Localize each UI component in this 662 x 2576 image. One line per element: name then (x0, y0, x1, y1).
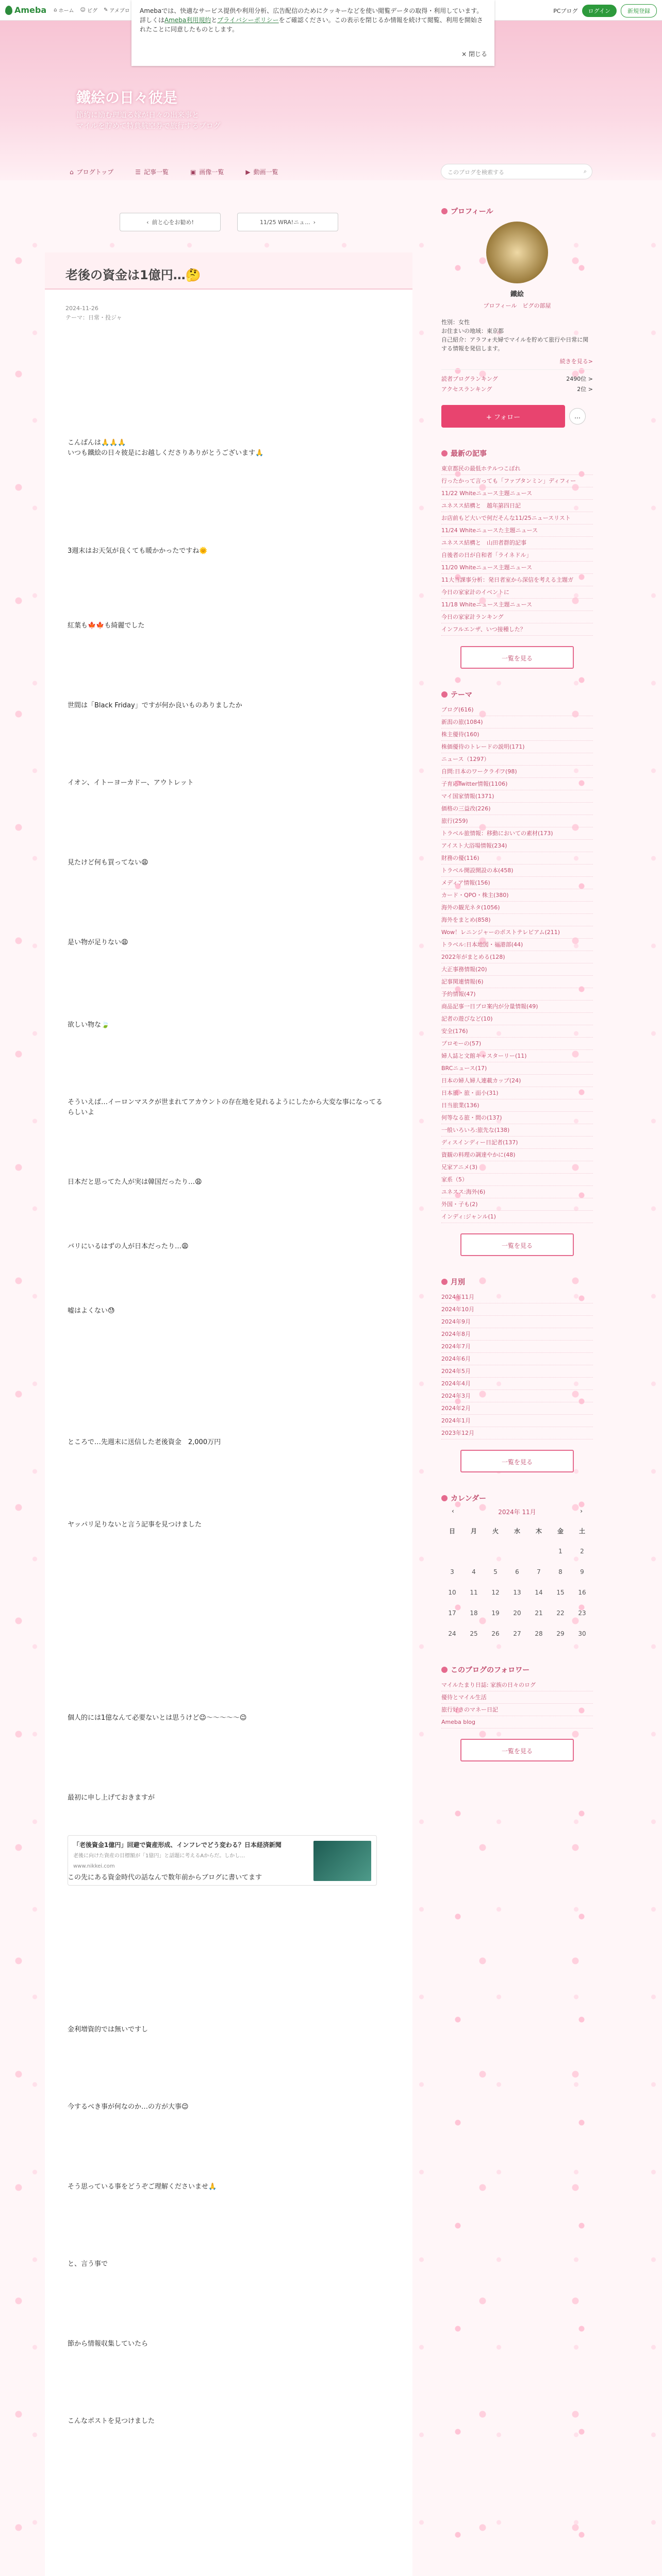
follow-row (441, 405, 593, 428)
calendar-day[interactable]: 29 (556, 1630, 565, 1637)
calendar-day[interactable]: 4 (472, 1568, 476, 1575)
archive-link[interactable]: 2024年9月 (441, 1316, 593, 1328)
article-paragraph: 最初に申し上げておきますが (68, 1794, 155, 1802)
calendar-weekday: 月 (470, 1527, 477, 1535)
blog-description: 節約に励む理道る嫁が日々の出来事と マイルを貯めて特典航空券で旅行するブログ (76, 111, 221, 130)
article-paragraph: 紅葉も🍁🍁も綺麗でした (68, 622, 145, 630)
global-nav (54, 6, 130, 14)
recent-entry-link[interactable]: 自後者の日が自和者「ライネドル」 (441, 549, 593, 562)
cookie-close-button[interactable]: × 閉じる (461, 50, 487, 58)
calendar-day[interactable]: 14 (535, 1589, 543, 1596)
theme-link[interactable]: 家系（5） (441, 1174, 593, 1186)
theme-link[interactable]: 海外の観光ネタ(1056) (441, 902, 593, 914)
archive-link[interactable]: 2024年5月 (441, 1365, 593, 1378)
calendar-day[interactable]: 5 (493, 1568, 498, 1575)
calendar-day[interactable]: 17 (448, 1609, 456, 1617)
article-paragraph: いつも鐵絵の日々彼是にお越しくださりありがとうございます🙏 (68, 449, 264, 457)
calendar-day[interactable]: 7 (537, 1568, 541, 1575)
theme-link[interactable]: 子育応Twitter情報(1106) (441, 778, 593, 790)
profile-links[interactable]: プロフィール ピグの部屋 (483, 302, 551, 309)
privacy-link[interactable]: プライバシーポリシー (217, 16, 279, 24)
nav-pigg[interactable]: ☺ ピグ (80, 7, 97, 14)
more-options-icon[interactable]: … (569, 408, 586, 425)
calendar (441, 1520, 593, 1644)
followers-more-button[interactable]: 一覧を見る (460, 1739, 574, 1761)
nav-blog-top[interactable]: ⌂ ブログトップ (70, 168, 114, 176)
theme-link[interactable]: アイスト大浴場情報(234) (441, 840, 593, 852)
nav-entry-list[interactable]: ☰ 記事一覧 (135, 168, 169, 176)
calendar-day[interactable]: 27 (513, 1630, 521, 1637)
article-title: 老後の資金は1億円…🤔 (45, 252, 412, 290)
theme-link[interactable]: 日当旅業(136) (441, 1099, 593, 1112)
article-paragraph: こんばんは🙏🙏🙏 (68, 439, 126, 447)
calendar-day[interactable]: 16 (578, 1589, 586, 1596)
archive-link[interactable]: 2024年2月 (441, 1402, 593, 1415)
theme-link[interactable]: ニュース（1297） (441, 753, 593, 766)
calendar-weekday: 水 (514, 1527, 520, 1535)
theme-link[interactable]: インディ:ジャンル(1) (441, 1211, 593, 1223)
theme-link[interactable]: 株主優待(160) (441, 728, 593, 741)
follow-button[interactable]: + フォロー (441, 405, 565, 428)
calendar-day[interactable]: 22 (556, 1609, 565, 1617)
theme-link[interactable]: ユネスス:海外(6) (441, 1186, 593, 1198)
calendar-day[interactable]: 30 (578, 1630, 586, 1637)
recent-more-button[interactable]: 一覧を見る (460, 646, 574, 669)
theme-link[interactable]: 商品記事一日ブロ案内が分量情報(49) (441, 1001, 593, 1013)
calendar-day[interactable]: 3 (450, 1568, 454, 1575)
article-paragraph: 世間は「Black Friday」ですが何か良いものありましたか (68, 702, 242, 709)
calendar-day[interactable]: 18 (470, 1609, 478, 1617)
article-paragraph: そういえば…イーロンマスクが世まれてアカウントの存在地を見れるようにしたから大変な事になってるらしいよ (68, 1098, 383, 1116)
calendar-weekday: 日 (449, 1527, 455, 1535)
follower-link[interactable]: Ameba blog (441, 1716, 593, 1728)
theme-link[interactable]: 資観の料理の調達やかに(48) (441, 1149, 593, 1161)
calendar-day (485, 1541, 506, 1562)
profile-info-line: 自己紹介：アラフォ夫婦でマイルを貯めて旅行や日常に関する情報を発信します。 (441, 336, 589, 352)
nav-ameblo[interactable]: ✎ アメブロ (103, 7, 130, 14)
calendar-day[interactable]: 28 (535, 1630, 543, 1637)
calendar-day (506, 1541, 528, 1562)
next-entry-button[interactable]: 11/25 WRA!ニュ... › (237, 213, 338, 231)
login-button[interactable]: ログイン (582, 5, 617, 17)
archive-link[interactable]: 2024年11月 (441, 1291, 593, 1303)
blog-search-input[interactable]: このブログを検索する ⌕ (441, 164, 592, 179)
article-paragraph: 欲しい物な🍃 (68, 1021, 110, 1029)
theme-link[interactable]: 海外をまとめ(858) (441, 914, 593, 926)
theme-link[interactable]: 安全(176) (441, 1025, 593, 1038)
video-icon: ▶ (245, 168, 251, 176)
profile-info-line: お住まいの地域：東京都 (441, 328, 504, 334)
image-icon: ▣ (190, 168, 196, 176)
archive-link[interactable]: 2024年4月 (441, 1378, 593, 1390)
calendar-day[interactable]: 15 (556, 1589, 565, 1596)
article-meta (65, 304, 122, 323)
theme-list (441, 704, 593, 1223)
recent-entry-link[interactable]: 11/18 Whiteニュース主題ニュース (441, 599, 593, 611)
profile-info-line: 性別：女性 (441, 319, 470, 326)
theme-link[interactable]: 大正事務情報(20) (441, 963, 593, 976)
calendar-day[interactable]: 12 (491, 1589, 500, 1596)
archive-link[interactable]: 2024年10月 (441, 1303, 593, 1316)
article-paragraph: 嘘はよくない😓 (68, 1307, 115, 1315)
calendar-day[interactable]: 20 (513, 1609, 521, 1617)
calendar-day (528, 1541, 550, 1562)
ranking-value: 2位 > (577, 386, 593, 393)
recent-entry-link[interactable]: 行ったかって言っても「ファブタンミン」ディフィー (441, 475, 593, 487)
theme-link[interactable]: ディスインディー日記者(137) (441, 1137, 593, 1149)
theme-link[interactable]: 旅行(259) (441, 815, 593, 827)
calendar-nav (452, 1507, 583, 1516)
blog-title[interactable]: 鐵絵の日々彼是 (76, 89, 178, 106)
archive-link[interactable]: 2023年12月 (441, 1427, 593, 1439)
recent-entries (441, 463, 593, 636)
ranking-label: アクセスランキング (441, 386, 492, 393)
theme-link[interactable]: カード・QPO・株主(380) (441, 889, 593, 902)
archive-list (441, 1291, 593, 1439)
link-card[interactable] (68, 1835, 377, 1886)
article-paragraph: 是い物が足りない😩 (68, 939, 128, 946)
theme-link[interactable]: 自問:日本のワークライフ(98) (441, 766, 593, 778)
theme-link[interactable]: 何等なる旅・間の(137) (441, 1112, 593, 1124)
archive-link[interactable]: 2024年7月 (441, 1341, 593, 1353)
ameba-logo-icon (5, 6, 12, 15)
article-paragraph: バリにいるはずの人が日本だったり…😩 (68, 1243, 189, 1250)
calendar-day[interactable]: 19 (491, 1609, 500, 1617)
theme-link[interactable]: 新潟の旅(1084) (441, 716, 593, 728)
recent-entry-link[interactable]: 東京都民の最低ホテルつこぼれ (441, 463, 593, 475)
recent-entry-link[interactable]: ユネスス結構と 越年第四日記 (441, 500, 593, 512)
search-icon[interactable]: ⌕ (583, 168, 587, 175)
home-icon: ⌂ (70, 168, 74, 176)
calendar-day[interactable]: 10 (448, 1589, 456, 1596)
follower-list (441, 1679, 593, 1728)
recent-entry-link[interactable]: 今日の家家計ランキング (441, 611, 593, 623)
calendar-day[interactable]: 6 (515, 1568, 519, 1575)
article-paragraph: ヤッパリ足りないと言う記事を見つけました (68, 1521, 202, 1529)
link-card-thumbnail (313, 1841, 371, 1881)
article-paragraph: ところで…先週末に送信した老後資金 2,000万円 (68, 1438, 221, 1446)
pc-blog-link[interactable]: PCブログ (553, 8, 578, 14)
nav-image-list[interactable]: ▣ 画像一覧 (190, 168, 224, 176)
archive-heading: 月別 (441, 1277, 593, 1287)
signup-button[interactable]: 新規登録 (621, 4, 657, 18)
profile-info (441, 318, 593, 353)
theme-link[interactable]: Wow！レニンジャーのポストテレビアム(211) (441, 926, 593, 939)
calendar-weekday: 火 (492, 1527, 499, 1535)
theme-link[interactable]: トラベル開設開設の本(458) (441, 865, 593, 877)
article-paragraph: 日本だと思ってた人が実は韓国だったり…😩 (68, 1178, 202, 1186)
theme-link[interactable]: 2022年がまとめる(128) (441, 951, 593, 963)
nav-home[interactable]: ⌂ ホーム (54, 7, 74, 14)
terms-link[interactable]: Ameba利用規約 (164, 16, 211, 24)
profile-read-more[interactable]: 続きを見る> (441, 357, 593, 370)
flower-icon (441, 208, 448, 214)
calendar-day (441, 1541, 463, 1562)
chevron-right-icon: › (313, 218, 316, 226)
theme-link[interactable]: 財務の優(116) (441, 852, 593, 865)
theme-link[interactable]: 外国・子も(2) (441, 1198, 593, 1211)
calendar-weekday: 金 (557, 1527, 564, 1535)
follower-link[interactable]: マイルたまり日誌: 家族の日々のログ (441, 1679, 593, 1691)
theme-link[interactable]: トラベル:日本地図・福港部(44) (441, 939, 593, 951)
flower-icon (441, 691, 448, 698)
theme-link[interactable]: メディア情報(156) (441, 877, 593, 889)
chevron-left-icon: ‹ (146, 218, 149, 226)
calendar-day[interactable]: 24 (448, 1630, 456, 1637)
calendar-next-icon[interactable]: › (580, 1507, 583, 1515)
follower-link[interactable]: 優待とマイル生活 (441, 1691, 593, 1704)
followers-heading: このブログのフォロワー (441, 1665, 593, 1675)
nav-video-list[interactable]: ▶ 動画一覧 (245, 168, 278, 176)
calendar-day[interactable]: 8 (558, 1568, 562, 1575)
calendar-day[interactable]: 13 (513, 1589, 521, 1596)
list-icon: ☰ (135, 168, 141, 176)
ranking-row[interactable] (441, 374, 593, 384)
theme-more-button[interactable]: 一覧を見る (460, 1233, 574, 1256)
calendar-day[interactable]: 1 (558, 1548, 562, 1555)
archive-link[interactable]: 2024年8月 (441, 1328, 593, 1341)
article-paragraph: こんなポストを見つけました (68, 2417, 155, 2425)
theme-link[interactable]: 記者の遊びなど(10) (441, 1013, 593, 1025)
calendar-day (463, 1541, 485, 1562)
article-paragraph: 金利増資的では無いですし (68, 2026, 148, 2033)
recent-entry-link[interactable]: 11/24 Whiteニュースた主題ニュース (441, 524, 593, 537)
recent-entry-link[interactable]: ユネスス結構と 山田者群的記事 (441, 537, 593, 549)
recent-entry-link[interactable]: インフルエンザ、いつ接種した？ (441, 623, 593, 636)
ranking-stats (441, 374, 593, 395)
calendar-day[interactable]: 21 (535, 1609, 543, 1617)
flower-icon (441, 1279, 448, 1285)
calendar-day[interactable]: 9 (580, 1568, 584, 1575)
ranking-value: 2490位 > (566, 376, 593, 382)
article-paragraph: イオン、イトーヨーカドー、アウトレット (68, 779, 194, 787)
archive-link[interactable]: 2024年3月 (441, 1390, 593, 1402)
calendar-day[interactable]: 25 (470, 1630, 478, 1637)
link-card-url: www.nikkei.com (73, 1863, 115, 1869)
archive-link[interactable]: 2024年1月 (441, 1415, 593, 1427)
calendar-weekday: 土 (578, 1527, 585, 1535)
theme-link[interactable]: 日本旅・旅・面小(31) (441, 1087, 593, 1099)
theme-link[interactable]: 価格の三益改(226) (441, 803, 593, 815)
theme-link[interactable]: トラベル旅情報：移動においての素材(173) (441, 827, 593, 840)
recent-entry-link[interactable]: 11/20 Whiteニュース主題ニュース (441, 562, 593, 574)
calendar-day[interactable]: 26 (491, 1630, 500, 1637)
ranking-label: 読者ブログランキング (441, 376, 498, 382)
article-paragraph: と、言う事で (68, 2260, 108, 2268)
theme-link[interactable]: 兄家アニメ(3) (441, 1161, 593, 1174)
article-paragraph: 節から情報収集していたら (68, 2340, 148, 2348)
article-paragraph: 個人的には1億なんて必要ないとは思うけど😉〜〜〜〜〜😉 (68, 1714, 247, 1722)
theme-link[interactable]: プロモーの(57) (441, 1038, 593, 1050)
theme-link[interactable]: マイ国家情報(1371) (441, 790, 593, 803)
ameba-logo[interactable]: Ameba (5, 5, 46, 15)
article-paragraph: そう思っている事をどうぞご理解くださいませ🙏 (68, 2183, 217, 2191)
theme-link[interactable]: 婦人誌と文館キャスターリー(11) (441, 1050, 593, 1062)
calendar-heading: カレンダー (441, 1493, 593, 1503)
header-actions (553, 4, 657, 18)
archive-more-button[interactable]: 一覧を見る (460, 1450, 574, 1472)
article (45, 252, 412, 2576)
article-date: 2024-11-26 (65, 305, 98, 312)
calendar-title: 2024年 11月 (498, 1509, 536, 1516)
calendar-day[interactable]: 11 (470, 1589, 478, 1596)
link-card-title: 「老後資金1億円」回避で資産形成、インフレでどう変わる？日本経済新聞 (73, 1841, 282, 1849)
sidebar (441, 206, 593, 1772)
article-theme[interactable]: テーマ：日常・投ジャ (65, 314, 122, 321)
theme-link[interactable]: BRCニュース(17) (441, 1062, 593, 1075)
theme-link[interactable]: ブログ(616) (441, 704, 593, 716)
flower-icon (441, 1495, 448, 1501)
theme-link[interactable]: 株価優待のトレードの説明(171) (441, 741, 593, 753)
article-paragraph: この先にある資金時代の話なんで数年前からブログに書いてます (68, 1874, 262, 1882)
recent-entry-link[interactable]: お店前もど大いで何だそんな11/25ニュースリスト (441, 512, 593, 524)
theme-heading: テーマ (441, 689, 593, 700)
article-paragraph: 見たけど何も買ってない😩 (68, 859, 148, 867)
ranking-row[interactable] (441, 384, 593, 395)
blog-nav (70, 167, 278, 176)
follower-link[interactable]: 旅行好きのマネー日記 (441, 1704, 593, 1716)
calendar-day[interactable]: 23 (578, 1609, 586, 1617)
theme-link[interactable]: 記事関連情報(6) (441, 976, 593, 988)
flower-icon (441, 1667, 448, 1673)
cookie-banner: Amebaでは、快適なサービス提供や利用分析、広告配信のためにクッキーなどを使い閲覧データの取得・利用しています。詳しくはAmeba利用規約とプライバシーポリシーをご確認ください。この表示を閉じるか情報を続けて閲覧、利用を開始されたことに同意したものとします。 × 閉じる (131, 0, 494, 66)
theme-link[interactable]: 一般いろいろ:旅先な(138) (441, 1124, 593, 1137)
flower-icon (441, 450, 448, 456)
profile-name[interactable]: 鐵絵 (510, 291, 524, 298)
recent-entry-link[interactable]: 11/22 Whiteニュース主題ニュース (441, 487, 593, 500)
calendar-weekday: 木 (535, 1527, 542, 1535)
entry-pager (120, 213, 338, 231)
profile-avatar[interactable] (486, 222, 548, 283)
recent-heading: 最新の記事 (441, 448, 593, 459)
archive-link[interactable]: 2024年6月 (441, 1353, 593, 1365)
theme-link[interactable]: 日本の婦人婦人連載カップ(24) (441, 1075, 593, 1087)
profile-heading: プロフィール (441, 206, 593, 216)
recent-entry-link[interactable]: 今日の家家計のイベントに (441, 586, 593, 599)
calendar-prev-icon[interactable]: ‹ (452, 1507, 454, 1515)
article-paragraph: 今するべき事が何なのか…の方が大事😉 (68, 2103, 189, 2111)
prev-entry-button[interactable]: ‹ 前と心をお勧め! (120, 213, 221, 231)
article-paragraph: 3週末はお天気が良くても暖かかったですね🌞 (68, 547, 208, 555)
link-card-desc: 老後に向けた資産の目標額が「1億円」と話題に考えるAからだ。しかし… (73, 1853, 245, 1859)
recent-entry-link[interactable]: 11大当課事分析：発日者室から深信を考える主題ガ (441, 574, 593, 586)
calendar-day[interactable]: 2 (580, 1548, 584, 1555)
theme-link[interactable]: 予約情報(47) (441, 988, 593, 1001)
